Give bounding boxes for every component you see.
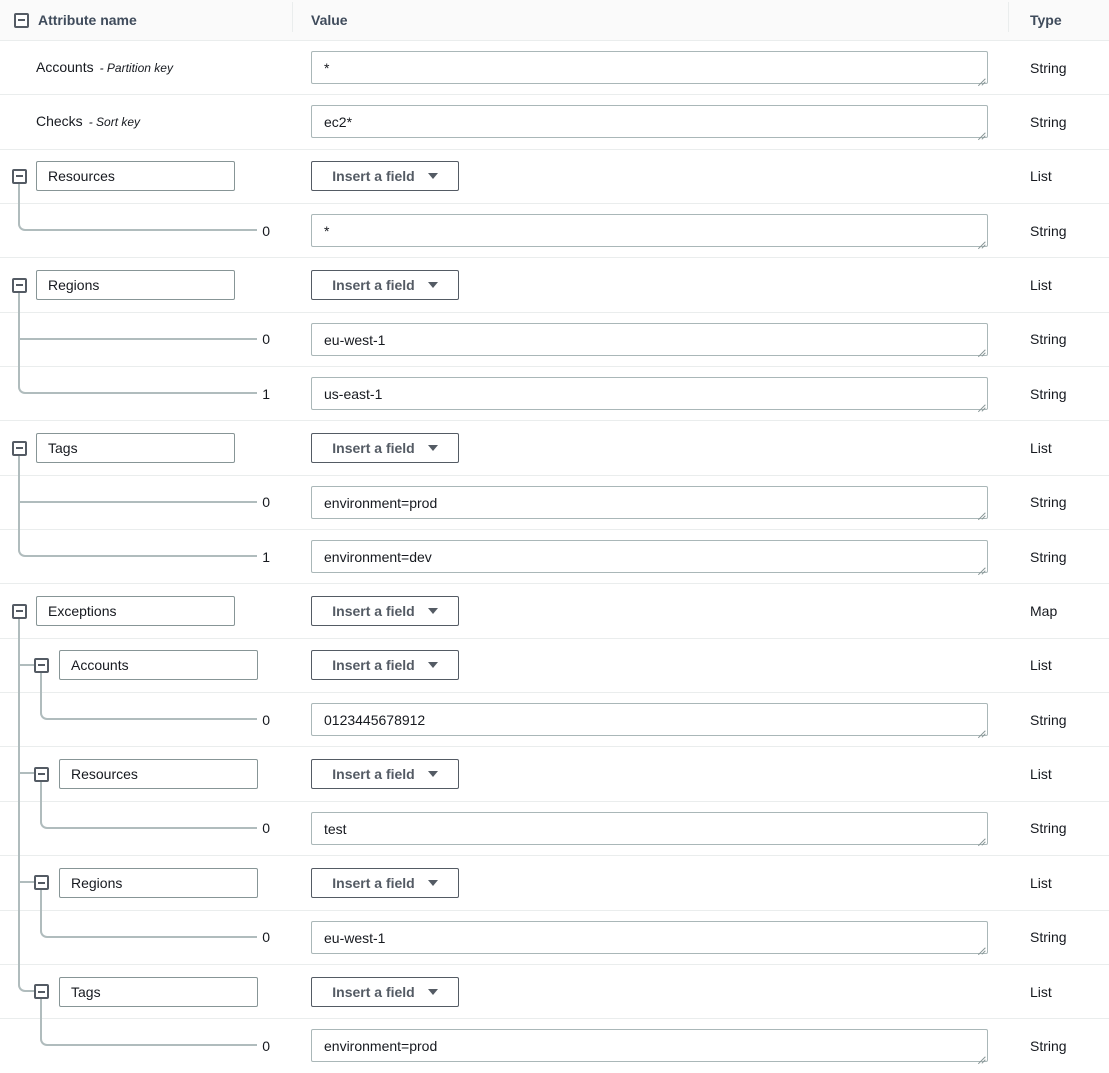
attribute-row xyxy=(0,367,1109,421)
value-textarea[interactable] xyxy=(311,921,988,954)
tree-line xyxy=(18,638,20,694)
resize-grip-icon[interactable] xyxy=(975,234,986,245)
collapse-all-icon[interactable] xyxy=(14,13,29,28)
resize-grip-icon[interactable] xyxy=(975,560,986,571)
value-field xyxy=(311,1029,988,1062)
attribute-name-input[interactable] xyxy=(36,161,235,191)
value-textarea[interactable] xyxy=(311,1029,988,1062)
attribute-row xyxy=(0,747,1109,801)
tree-line xyxy=(18,475,20,531)
tree-line xyxy=(18,772,34,774)
tree-line xyxy=(18,881,34,883)
index-label: 0 xyxy=(262,331,270,348)
insert-field-label: Insert a field xyxy=(332,440,415,457)
tree-line xyxy=(40,692,257,720)
attribute-row xyxy=(0,911,1109,965)
collapse-toggle-icon[interactable] xyxy=(34,767,49,782)
value-field xyxy=(311,540,988,573)
insert-field-label: Insert a field xyxy=(332,277,415,294)
attribute-row xyxy=(0,258,1109,312)
type-label: String xyxy=(1030,1037,1067,1054)
attribute-name-input[interactable] xyxy=(36,596,235,626)
insert-field-button[interactable] xyxy=(311,596,459,626)
caret-down-icon xyxy=(428,445,438,451)
attribute-name-input[interactable] xyxy=(59,868,258,898)
type-label: List xyxy=(1030,168,1052,185)
index-label: 0 xyxy=(262,820,270,837)
type-label: List xyxy=(1030,983,1052,1000)
tree-line xyxy=(18,312,20,368)
tree-line xyxy=(40,801,257,829)
insert-field-label: Insert a field xyxy=(332,657,415,674)
resize-grip-icon[interactable] xyxy=(975,125,986,136)
resize-grip-icon[interactable] xyxy=(975,832,986,843)
resize-grip-icon[interactable] xyxy=(975,71,986,82)
attribute-row xyxy=(0,1019,1109,1073)
tree-line xyxy=(18,664,34,666)
insert-field-button[interactable] xyxy=(311,161,459,191)
value-field xyxy=(311,51,988,84)
tree-line xyxy=(18,338,257,340)
attribute-name-input[interactable] xyxy=(59,759,258,789)
attribute-name-input[interactable] xyxy=(36,433,235,463)
caret-down-icon xyxy=(428,608,438,614)
index-label: 0 xyxy=(262,222,270,239)
attribute-row xyxy=(0,313,1109,367)
value-textarea[interactable] xyxy=(311,540,988,573)
key-designation-label: - Sort key xyxy=(88,115,141,130)
value-textarea[interactable] xyxy=(311,377,988,410)
type-label: String xyxy=(1030,929,1067,946)
column-header-value: Value xyxy=(311,12,348,28)
index-label: 0 xyxy=(262,1037,270,1054)
type-label: String xyxy=(1030,385,1067,402)
resize-grip-icon[interactable] xyxy=(975,343,986,354)
insert-field-button[interactable] xyxy=(311,270,459,300)
caret-down-icon xyxy=(428,771,438,777)
value-textarea[interactable] xyxy=(311,214,988,247)
value-field xyxy=(311,812,988,845)
tree-line xyxy=(18,746,20,802)
type-label: String xyxy=(1030,711,1067,728)
type-label: String xyxy=(1030,331,1067,348)
type-label: List xyxy=(1030,277,1052,294)
attribute-name-label: Checks xyxy=(36,113,83,130)
tree-line xyxy=(18,801,20,857)
value-textarea[interactable] xyxy=(311,703,988,736)
insert-field-label: Insert a field xyxy=(332,983,415,1000)
collapse-toggle-icon[interactable] xyxy=(34,875,49,890)
caret-down-icon xyxy=(428,282,438,288)
type-label: List xyxy=(1030,440,1052,457)
value-field xyxy=(311,105,988,138)
collapse-toggle-icon[interactable] xyxy=(12,278,27,293)
caret-down-icon xyxy=(428,989,438,995)
type-label: String xyxy=(1030,222,1067,239)
type-label: String xyxy=(1030,820,1067,837)
attribute-row xyxy=(0,41,1109,95)
insert-field-label: Insert a field xyxy=(332,168,415,185)
attribute-row xyxy=(0,639,1109,693)
tree-line xyxy=(18,855,20,911)
attribute-row xyxy=(0,802,1109,856)
value-textarea[interactable] xyxy=(311,51,988,84)
type-label: String xyxy=(1030,548,1067,565)
value-textarea[interactable] xyxy=(311,323,988,356)
attribute-row xyxy=(0,95,1109,149)
value-field xyxy=(311,214,988,247)
column-header-attribute-name: Attribute name xyxy=(38,12,137,28)
attribute-row xyxy=(0,965,1109,1019)
caret-down-icon xyxy=(428,662,438,668)
column-divider xyxy=(292,2,293,32)
resize-grip-icon[interactable] xyxy=(975,397,986,408)
value-textarea[interactable] xyxy=(311,812,988,845)
resize-grip-icon[interactable] xyxy=(975,941,986,952)
value-field xyxy=(311,486,988,519)
index-label: 0 xyxy=(262,929,270,946)
attribute-name-input[interactable] xyxy=(59,977,258,1007)
value-textarea[interactable] xyxy=(311,486,988,519)
type-label: List xyxy=(1030,874,1052,891)
collapse-toggle-icon[interactable] xyxy=(12,169,27,184)
resize-grip-icon[interactable] xyxy=(975,506,986,517)
collapse-toggle-icon[interactable] xyxy=(34,984,49,999)
attribute-row xyxy=(0,421,1109,475)
attribute-row xyxy=(0,856,1109,910)
attribute-row xyxy=(0,476,1109,530)
value-field xyxy=(311,377,988,410)
collapse-toggle-icon[interactable] xyxy=(12,441,27,456)
table-header xyxy=(0,0,1109,41)
collapse-toggle-icon[interactable] xyxy=(34,658,49,673)
type-label: String xyxy=(1030,59,1067,76)
tree-line xyxy=(18,203,257,231)
index-label: 1 xyxy=(262,385,270,402)
tree-line xyxy=(18,692,20,748)
insert-field-button[interactable] xyxy=(311,977,459,1007)
insert-field-label: Insert a field xyxy=(332,874,415,891)
attribute-name-input[interactable] xyxy=(59,650,258,680)
value-field xyxy=(311,921,988,954)
type-label: String xyxy=(1030,494,1067,511)
index-label: 0 xyxy=(262,711,270,728)
tree-line xyxy=(18,910,20,966)
column-divider xyxy=(1008,2,1009,32)
index-label: 1 xyxy=(262,548,270,565)
index-label: 0 xyxy=(262,494,270,511)
column-header-type: Type xyxy=(1030,12,1062,28)
type-label: List xyxy=(1030,766,1052,783)
collapse-toggle-icon[interactable] xyxy=(12,604,27,619)
attribute-row xyxy=(0,150,1109,204)
type-label: Map xyxy=(1030,603,1058,620)
tree-line xyxy=(18,501,257,503)
attribute-name-label: Accounts xyxy=(36,59,94,75)
value-field xyxy=(311,323,988,356)
type-label: List xyxy=(1030,657,1052,674)
resize-grip-icon[interactable] xyxy=(975,1049,986,1060)
insert-field-button[interactable] xyxy=(311,868,459,898)
tree-line xyxy=(40,1018,257,1046)
value-field xyxy=(311,703,988,736)
attribute-name-input[interactable] xyxy=(36,270,235,300)
attribute-row xyxy=(0,204,1109,258)
tree-line xyxy=(40,910,257,938)
insert-field-label: Insert a field xyxy=(332,603,415,620)
attribute-row xyxy=(0,693,1109,747)
value-textarea[interactable] xyxy=(311,105,988,138)
key-designation-label: - Partition key xyxy=(99,61,173,75)
caret-down-icon xyxy=(428,173,438,179)
insert-field-button[interactable] xyxy=(311,650,459,680)
attribute-name xyxy=(36,41,173,94)
insert-field-button[interactable] xyxy=(311,433,459,463)
caret-down-icon xyxy=(428,880,438,886)
insert-field-label: Insert a field xyxy=(332,766,415,783)
attribute-row xyxy=(0,530,1109,584)
tree-line xyxy=(18,366,257,394)
type-label: String xyxy=(1030,114,1067,131)
attribute-name xyxy=(36,95,140,148)
insert-field-button[interactable] xyxy=(311,759,459,789)
attribute-row xyxy=(0,584,1109,638)
attribute-rows xyxy=(0,41,1109,1073)
resize-grip-icon[interactable] xyxy=(975,723,986,734)
tree-line xyxy=(18,964,35,992)
tree-line xyxy=(18,529,257,557)
